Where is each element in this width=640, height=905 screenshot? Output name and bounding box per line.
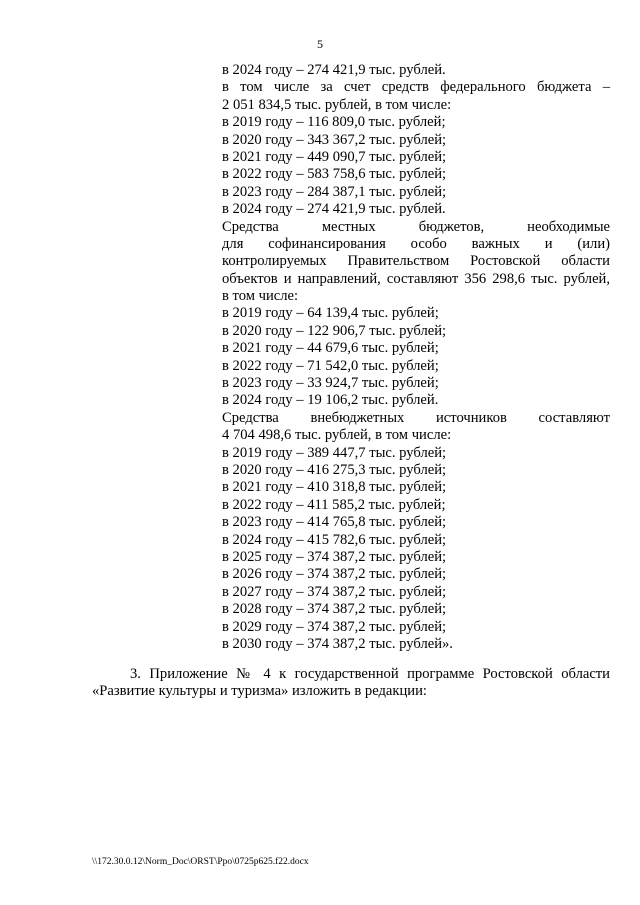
local-intro-line-1: Средства местных бюджетов, необходимые bbox=[222, 218, 610, 235]
extrabudget-year-line: в 2026 году – 374 387,2 тыс. рублей; bbox=[222, 566, 447, 583]
local-year-line: в 2019 году – 64 139,4 тыс. рублей; bbox=[222, 305, 439, 322]
section-3-paragraph bbox=[92, 666, 610, 701]
local-intro-line-4: объектов и направлений, составляют 356 298,6 тыс. рублей, bbox=[222, 270, 610, 287]
federal-year-line: в 2024 году – 274 421,9 тыс. рублей. bbox=[222, 201, 446, 218]
footer-file-path: \\172.30.0.12\Norm_Doc\ORST\Ppo\0725p625.f22.docx bbox=[92, 857, 309, 867]
local-year-line: в 2021 году – 44 679,6 тыс. рублей; bbox=[222, 340, 439, 357]
extrabudget-year-line: в 2023 году – 414 765,8 тыс. рублей; bbox=[222, 514, 447, 531]
section-3-line-1: 3. Приложение № 4 к государственной программе Ростовской области bbox=[130, 666, 610, 682]
extrabudget-year-line: в 2020 году – 416 275,3 тыс. рублей; bbox=[222, 461, 447, 478]
federal-year-line: в 2023 году – 284 387,1 тыс. рублей; bbox=[222, 183, 447, 200]
local-year-line: в 2020 году – 122 906,7 тыс. рублей; bbox=[222, 322, 447, 339]
federal-intro-line-2: 2 051 834,5 тыс. рублей, в том числе: bbox=[222, 96, 452, 113]
extrabudget-year-line: в 2019 году – 389 447,7 тыс. рублей; bbox=[222, 444, 447, 461]
local-year-line: в 2024 году – 19 106,2 тыс. рублей. bbox=[222, 392, 439, 409]
section-3-line-2: «Развитие культуры и туризма» изложить в редакции: bbox=[92, 683, 427, 700]
federal-year-line: в 2019 году – 116 809,0 тыс. рублей; bbox=[222, 114, 446, 131]
federal-year-line: в 2020 году – 343 367,2 тыс. рублей; bbox=[222, 131, 447, 148]
local-intro-line-2: для софинансирования особо важных и (или) bbox=[222, 235, 610, 252]
page-number: 5 bbox=[317, 37, 323, 51]
extrabudget-year-line: в 2027 году – 374 387,2 тыс. рублей; bbox=[222, 583, 447, 600]
extrabudget-year-line: в 2029 году – 374 387,2 тыс. рублей; bbox=[222, 618, 447, 635]
extrabudget-year-line: в 2030 году – 374 387,2 тыс. рублей». bbox=[222, 635, 453, 652]
federal-intro-line-1: в том числе за счет средств федерального бюджета – bbox=[222, 79, 610, 96]
local-intro-line-5: в том числе: bbox=[222, 288, 299, 305]
federal-total-2024: в 2024 году – 274 421,9 тыс. рублей. bbox=[222, 62, 446, 78]
federal-year-line: в 2022 году – 583 758,6 тыс. рублей; bbox=[222, 166, 447, 183]
local-intro-line-3: контролируемых Правительством Ростовской области bbox=[222, 253, 610, 270]
extrabudget-year-line: в 2022 году – 411 585,2 тыс. рублей; bbox=[222, 496, 446, 513]
extrabudget-year-line: в 2024 году – 415 782,6 тыс. рублей; bbox=[222, 531, 447, 548]
extrabudget-intro-line-2: 4 704 498,6 тыс. рублей, в том числе: bbox=[222, 427, 452, 444]
extrabudget-intro-line-1: Средства внебюджетных источников составляют bbox=[222, 409, 610, 426]
extrabudget-year-line: в 2028 году – 374 387,2 тыс. рублей; bbox=[222, 601, 447, 618]
extrabudget-year-line: в 2025 году – 374 387,2 тыс. рублей; bbox=[222, 548, 447, 565]
federal-year-line: в 2021 году – 449 090,7 тыс. рублей; bbox=[222, 148, 447, 165]
financing-text-column bbox=[222, 62, 610, 653]
local-year-line: в 2022 году – 71 542,0 тыс. рублей; bbox=[222, 357, 439, 374]
local-year-line: в 2023 году – 33 924,7 тыс. рублей; bbox=[222, 375, 439, 392]
extrabudget-year-line: в 2021 году – 410 318,8 тыс. рублей; bbox=[222, 479, 447, 496]
